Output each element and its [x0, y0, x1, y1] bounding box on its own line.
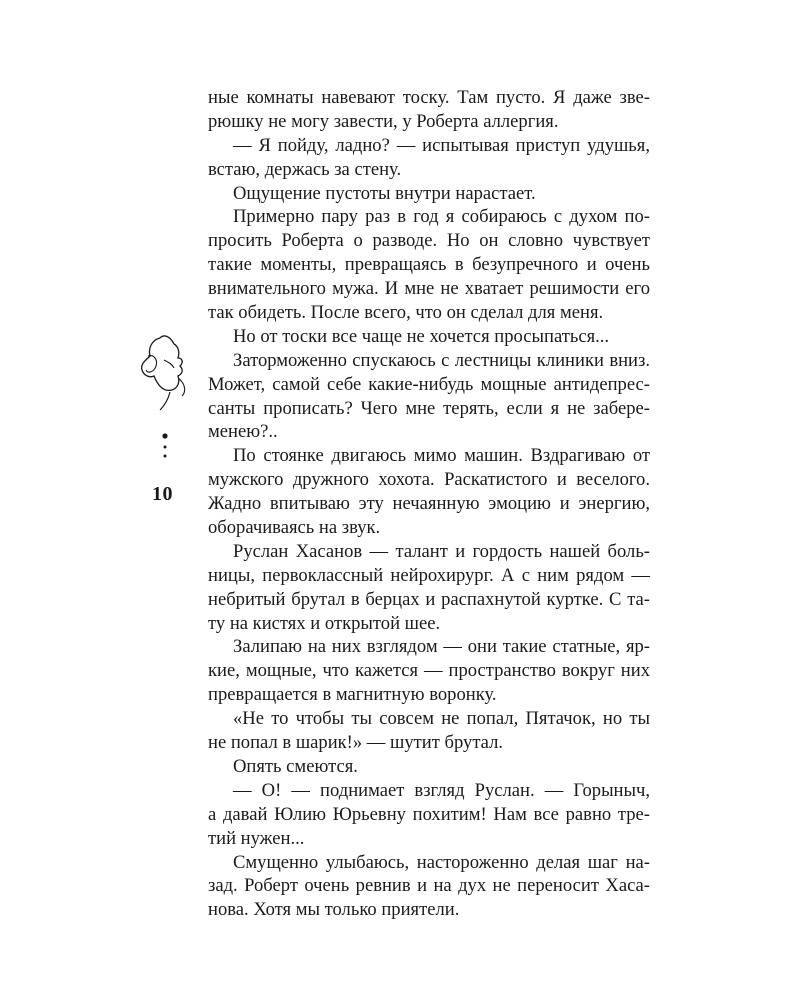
text-line: нова. Хотя мы только приятели.: [208, 899, 460, 921]
text-line: ту на кистях и открытой шее.: [208, 612, 441, 634]
text-line: а давай Юлию Юрьевну похитим! Нам все равно тре-: [208, 803, 650, 825]
text-line: санты прописать? Чего мне терять, если я не забере-: [208, 397, 650, 419]
text-line: превращается в магнитную воронку.: [208, 684, 497, 706]
page-number: 10: [152, 483, 173, 505]
text-line: такие моменты, превращаясь в безупречного и очень: [208, 254, 650, 276]
text-line: Может, самой себе какие-нибудь мощные антидепрес-: [208, 373, 650, 395]
text-line: Жадно впитываю эту нечаянную эмоцию и энергию,: [208, 493, 650, 515]
text-line: просить Роберта о разводе. Но он словно чувствует: [208, 230, 650, 252]
text-line: мужского дружного хохота. Раскатистого и веселого.: [208, 469, 650, 491]
text-line: Примерно пару раз в год я собираюсь с духом по-: [233, 206, 650, 228]
text-line: Ощущение пустоты внутри нарастает.: [233, 182, 536, 204]
face-profile-ornament-icon: [134, 330, 194, 470]
text-line: тий нужен...: [208, 827, 305, 849]
text-line: встаю, держась за стену.: [208, 158, 402, 180]
text-line: Опять смеются.: [233, 755, 358, 777]
text-line: рюшку не могу завести, у Роберта аллергия.: [208, 110, 559, 132]
text-line: внимательного мужа. И мне не хватает решимости его: [208, 278, 650, 300]
text-line: По стоянке двигаюсь мимо машин. Вздрагиваю от: [233, 445, 650, 467]
text-line: ные комнаты навевают тоску. Там пусто. Я даже зве-: [208, 87, 650, 108]
text-line: ницы, первоклассный нейрохирург. А с ним рядом —: [208, 564, 650, 586]
text-line: оборачиваясь на звук.: [208, 517, 381, 539]
text-line: менею?..: [208, 421, 278, 443]
text-line: Залипаю на них взглядом — они такие статные, яр-: [233, 636, 650, 658]
text-line: — Я пойду, ладно? — испытывая приступ удушья,: [233, 134, 650, 156]
text-line: Руслан Хасанов — талант и гордость нашей боль-: [233, 540, 650, 562]
text-line: зад. Роберт очень ревнив и на дух не переносит Хаса-: [208, 875, 650, 897]
text-line: Смущенно улыбаюсь, настороженно делая шаг на-: [233, 851, 650, 873]
body-text: [208, 86, 650, 922]
text-line: небритый брутал в берцах и распахнутой куртке. С та-: [208, 588, 650, 610]
text-line: так обидеть. После всего, что он сделал для меня.: [208, 302, 604, 324]
text-line: — О! — поднимает взгляд Руслан. — Горыныч,: [233, 779, 650, 801]
text-line: Но от тоски все чаще не хочется просыпаться...: [233, 325, 610, 347]
text-line: кие, мощные, что кажется — пространство вокруг них: [208, 660, 650, 682]
text-line: Заторможенно спускаюсь с лестницы клиники вниз.: [233, 349, 650, 371]
text-line: «Не то чтобы ты совсем не попал, Пятачок, но ты: [233, 708, 650, 730]
text-line: не попал в шарик!» — шутит брутал.: [208, 732, 504, 754]
